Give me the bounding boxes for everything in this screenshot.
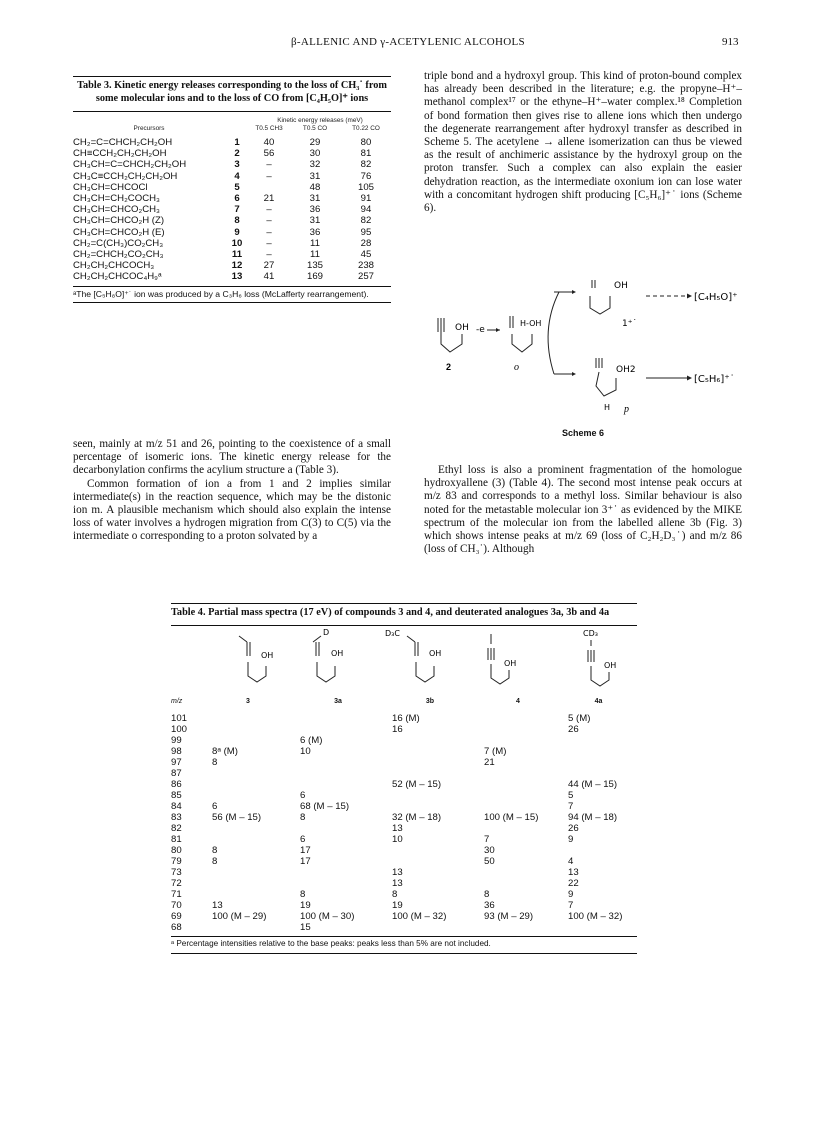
oh-label: OH xyxy=(331,648,344,658)
intensity-cell: 13 xyxy=(392,866,403,878)
intensity-cell xyxy=(204,768,292,779)
intensity-cell: 13 xyxy=(392,822,403,834)
scheme-6-title: Scheme 6 xyxy=(561,428,605,438)
compound-number: 1 xyxy=(234,137,240,148)
precursor-formula: CH₂CH₂CHCOCH₃ xyxy=(73,260,155,272)
intensity-cell xyxy=(384,856,476,867)
mz-value: 99 xyxy=(171,734,182,746)
table-3-caption: Table 3. Kinetic energy releases corresponding to the loss of CH₃˙ from some molecular ions and to the loss of CO from [C₄H₅O]⁺ ions xyxy=(77,80,387,104)
precursor-formula: CH₂=C(CH₃)CO₂CH₃ xyxy=(73,237,164,249)
compound-number: 7 xyxy=(234,204,240,216)
compound-number: 11 xyxy=(231,249,243,261)
mz-value: 87 xyxy=(171,767,182,779)
cell-t-ch3: – xyxy=(266,170,272,182)
intensity-cell xyxy=(292,779,384,790)
intensity-cell: 15 xyxy=(300,921,311,933)
intensity-cell: 100 (M – 29) xyxy=(212,910,267,922)
cell-t-co: 31 xyxy=(309,170,321,182)
precursor-formula: CH₃CH=CHCO₂H (Z) xyxy=(73,215,165,227)
page-number: 913 xyxy=(722,36,739,48)
mz-value: 73 xyxy=(171,866,182,878)
intensity-cell: 93 (M – 29) xyxy=(484,910,534,922)
intensity-cell: 8 xyxy=(300,811,306,823)
table-row xyxy=(73,137,391,148)
intensity-cell: 19 xyxy=(392,899,403,911)
table-row xyxy=(171,845,637,856)
intensity-cell xyxy=(292,867,384,878)
intensity-cell: 21 xyxy=(484,756,495,768)
product-bottom: [C₅H₆]⁺˙ xyxy=(694,374,735,385)
intensity-cell: 30 xyxy=(484,844,495,856)
intensity-cell: 9 xyxy=(568,888,574,900)
intensity-cell xyxy=(560,922,637,933)
cell-t-co-022: 28 xyxy=(360,237,372,249)
intensity-cell: 68 (M – 15) xyxy=(300,800,350,812)
intensity-cell: 6 (M) xyxy=(300,734,323,746)
intensity-cell: 8 xyxy=(300,888,306,900)
mz-value: 82 xyxy=(171,822,182,834)
table-3-caption-rule xyxy=(73,111,391,112)
mz-value: 71 xyxy=(171,888,182,900)
intensity-cell: 16 (M) xyxy=(392,712,420,724)
intensity-cell: 36 xyxy=(484,899,495,911)
intensity-cell xyxy=(384,790,476,801)
mz-value: 69 xyxy=(171,910,182,922)
table-3-col-t3: T0.22 CO xyxy=(352,125,380,132)
intensity-cell: 6 xyxy=(212,800,218,812)
intensity-cell xyxy=(204,823,292,834)
oh-label: OH xyxy=(604,660,617,670)
table-4-col-3b: 3b xyxy=(425,697,435,705)
compound-number: 9 xyxy=(234,226,240,238)
intensity-cell xyxy=(560,735,637,746)
mz-value: 86 xyxy=(171,778,182,790)
intensity-cell: 8 xyxy=(392,888,398,900)
cell-t-ch3: – xyxy=(266,204,272,216)
arrow-head xyxy=(572,372,576,376)
intensity-cell xyxy=(292,713,384,724)
cell-t-ch3: 41 xyxy=(263,271,275,283)
cell-t-co-022: 82 xyxy=(360,215,372,227)
mz-value: 85 xyxy=(171,789,182,801)
compound-number: 12 xyxy=(231,260,243,272)
compound-number: 2 xyxy=(234,148,240,160)
table-4-bottom-rule xyxy=(171,936,637,937)
cell-t-co-022: 91 xyxy=(360,193,372,205)
table-3-body xyxy=(73,117,391,283)
precursor-formula: CH₃CH=C=CHCH₂CH₂OH xyxy=(73,159,187,171)
scheme-6-diagram xyxy=(424,274,742,424)
intermediate-o-label: o xyxy=(514,362,519,373)
table-row xyxy=(171,856,637,867)
intensity-cell xyxy=(476,768,560,779)
oh-label: OH xyxy=(504,658,517,668)
paragraph: triple bond and a hydroxyl group. This kind of proton-bound complex has already been described in the literature; e.g. the propyne–H⁺–methanol complex¹⁷ or the ethyne–H⁺–water complex.¹⁸ Completion of bond formation then gives rise to allene ions which then undergo the degenerate rearrangement after hydroxyl transfer as described in Scheme 5. The acetylene → allene isomerization can thus be viewed as the result of anchimeric assistance by the hydroxyl group on the proton transfer. Such a complex can also explain the easier dehydration reaction, as the intermediate oxonium ion can lose water with a concomitant hydrogen shift producing [C₅H₆]⁺˙ ions (Scheme 6). xyxy=(424,70,742,215)
cell-t-ch3: 56 xyxy=(263,148,275,160)
ionization-arrow-label: -e xyxy=(476,325,485,335)
intensity-cell: 26 xyxy=(568,822,579,834)
paragraph: Ethyl loss is also a prominent fragmentation of the homologue hydroxyallene (3) (Table 4). The second most intense peak occurs at m/z 83 and corresponds to a methyl loss. Similar behaviour is also noted for the metastable molecular ion 3⁺˙ as evidenced by the MIKE spectrum of the molecular ion from the labelled allene 3b (Fig. 3) which shows intense peaks at m/z 69 (loss of C₂H₂D₃˙) and m/z 86 (loss of CH₃˙). Although xyxy=(424,464,742,556)
intensity-cell xyxy=(476,867,560,878)
intensity-cell: 13 xyxy=(568,866,579,878)
d3c-label: D₃C xyxy=(385,628,400,638)
cell-t-co-022: 238 xyxy=(357,260,374,272)
table-row xyxy=(171,911,637,922)
table-row xyxy=(171,757,637,768)
cell-t-co-022: 45 xyxy=(360,249,372,261)
table-row xyxy=(171,735,637,746)
intensity-cell xyxy=(384,757,476,768)
cell-t-co: 31 xyxy=(309,215,321,227)
table-row xyxy=(171,724,637,735)
cell-t-co: 169 xyxy=(306,271,323,283)
intensity-cell: 44 (M – 15) xyxy=(568,778,618,790)
compound-1-label: 1⁺˙ xyxy=(622,319,637,329)
intensity-cell: 100 (M – 30) xyxy=(300,910,355,922)
table-4-col-3: 3 xyxy=(246,697,250,705)
intensity-cell xyxy=(204,724,292,735)
d-label: D xyxy=(323,627,330,637)
arrow-head xyxy=(687,294,692,299)
table-3-footnote: ᵃThe [C₅H₈O]⁺˙ ion was produced by a C₃H₆ loss (McLafferty rearrangement). xyxy=(73,288,369,299)
precursor-formula: CH₃CH=CHCOCl xyxy=(73,181,148,193)
cell-t-ch3: 40 xyxy=(263,137,275,148)
intensity-cell: 7 (M) xyxy=(484,745,507,757)
intensity-cell: 6 xyxy=(300,833,306,845)
table-row xyxy=(73,227,391,238)
oh-label: OH xyxy=(614,281,628,291)
table-row xyxy=(73,215,391,226)
cell-t-ch3: – xyxy=(266,215,272,227)
table-row xyxy=(73,204,391,215)
cell-t-co-022: 80 xyxy=(360,137,372,148)
intensity-cell xyxy=(384,922,476,933)
precursor-formula: CH₃C≡CCH₂CH₂CH₂OH xyxy=(73,170,178,182)
intensity-cell xyxy=(204,867,292,878)
cd3-label: CD₃ xyxy=(583,628,598,638)
table-3-col-t1: T0.5 CH3 xyxy=(255,125,283,132)
table-row xyxy=(171,878,637,889)
precursor-formula: CH₂CH₂CHCOC₄H₉ᵃ xyxy=(73,271,162,283)
paragraph: Common formation of ion a from 1 and 2 implies similar intermediate(s) in the reaction sequence, which may be the distonic ion m. A plausible mechanism which should also explain the intense loss of water involves a hydrogen migration from C(3) to C(5) via the intermediate o corresponding to a proton solvated by a xyxy=(73,477,391,543)
cell-t-co: 11 xyxy=(310,249,320,261)
intensity-cell xyxy=(384,768,476,779)
h-oh-label: H-OH xyxy=(520,319,542,328)
mz-value: 81 xyxy=(171,833,182,845)
precursor-formula: CH₂=C=CHCH₂CH₂OH xyxy=(73,137,173,148)
table-row xyxy=(171,834,637,845)
precursor-formula: CH₃CH=CHCO₂CH₃ xyxy=(73,204,160,216)
table-3-bottom-rule xyxy=(73,286,391,287)
mz-value: 84 xyxy=(171,800,182,812)
intensity-cell: 5 (M) xyxy=(568,712,591,724)
intensity-cell xyxy=(476,735,560,746)
intensity-cell xyxy=(204,735,292,746)
table-4-end-rule xyxy=(171,953,637,954)
scheme-6 xyxy=(424,274,742,446)
table-4-body xyxy=(171,696,637,933)
table-row xyxy=(73,271,391,282)
mz-value: 72 xyxy=(171,877,182,889)
compound-number: 5 xyxy=(234,181,240,193)
intensity-cell xyxy=(204,713,292,724)
table-row xyxy=(171,768,637,779)
mz-value: 83 xyxy=(171,811,182,823)
cell-t-co: 36 xyxy=(309,204,321,216)
intensity-cell: 19 xyxy=(300,899,311,911)
intensity-cell xyxy=(560,845,637,856)
table-row xyxy=(73,238,391,249)
compound-number: 6 xyxy=(234,193,240,205)
intensity-cell xyxy=(292,768,384,779)
cell-t-co-022: 76 xyxy=(360,170,372,182)
table-4-col-4: 4 xyxy=(516,697,520,705)
cell-t-co: 135 xyxy=(306,260,323,272)
intensity-cell: 13 xyxy=(212,899,223,911)
compound-p-label: p xyxy=(624,404,629,415)
arrow-head xyxy=(687,376,692,381)
precursor-formula: CH₃CH=CHCO₂H (E) xyxy=(73,226,165,238)
table-row xyxy=(171,801,637,812)
compound-1-structure xyxy=(590,280,610,314)
compound-number: 8 xyxy=(234,215,240,227)
h-label: H xyxy=(604,403,611,412)
table-row xyxy=(73,159,391,170)
cell-t-ch3: – xyxy=(266,226,272,238)
running-title: β-ALLENIC AND γ-ACETYLENIC ALCOHOLS xyxy=(291,36,525,48)
table-row xyxy=(171,812,637,823)
compound-p-structure xyxy=(596,358,616,396)
intensity-cell: 22 xyxy=(568,877,579,889)
oh-label: OH xyxy=(455,323,469,333)
cell-t-co: 30 xyxy=(309,148,321,160)
table-row xyxy=(73,171,391,182)
table-row xyxy=(73,182,391,193)
intensity-cell xyxy=(476,922,560,933)
arrow-head xyxy=(572,290,576,294)
right-column-text-bottom xyxy=(424,464,742,556)
intensity-cell: 7 xyxy=(484,833,490,845)
intensity-cell xyxy=(476,878,560,889)
cell-t-co: 11 xyxy=(310,237,320,249)
table-4-col-3a: 3a xyxy=(334,697,342,705)
intensity-cell xyxy=(476,823,560,834)
intensity-cell xyxy=(292,878,384,889)
intensity-cell: 4 xyxy=(568,855,574,867)
cell-t-co: 36 xyxy=(309,226,321,238)
intensity-cell: 8ᵃ (M) xyxy=(212,745,238,757)
oh-label: OH xyxy=(429,648,442,658)
table-4-top-rule xyxy=(171,603,637,604)
structure-3b xyxy=(407,636,434,682)
table-row xyxy=(171,900,637,911)
oh2-label: OH2 xyxy=(616,365,636,375)
mz-value: 79 xyxy=(171,855,182,867)
table-3-col-precursors: Precursors xyxy=(133,125,165,132)
table-row xyxy=(73,249,391,260)
cell-t-co-022: 81 xyxy=(360,148,372,160)
table-row xyxy=(171,746,637,757)
intensity-cell xyxy=(476,790,560,801)
intensity-cell xyxy=(384,845,476,856)
product-top: [C₄H₅O]⁺ xyxy=(694,292,738,303)
cell-t-co: 32 xyxy=(309,159,321,171)
table-row xyxy=(171,922,637,933)
compound-number: 13 xyxy=(231,271,243,283)
cell-t-co-022: 94 xyxy=(360,204,372,216)
intensity-cell: 8 xyxy=(212,756,218,768)
intensity-cell xyxy=(204,790,292,801)
compound-number: 3 xyxy=(234,159,240,171)
table-row xyxy=(171,779,637,790)
intensity-cell: 5 xyxy=(568,789,574,801)
left-column-text xyxy=(73,438,391,544)
intensity-cell: 56 (M – 15) xyxy=(212,811,262,823)
cell-t-ch3: 27 xyxy=(263,260,275,272)
intensity-cell: 13 xyxy=(392,877,403,889)
table-row xyxy=(73,148,391,159)
table-4-footnote: ᵃ Percentage intensities relative to the base peaks: peaks less than 5% are not included. xyxy=(171,938,491,948)
mz-value: 68 xyxy=(171,921,182,933)
table-3-group-header: Kinetic energy releases (meV) xyxy=(277,117,363,124)
intensity-cell xyxy=(204,922,292,933)
intensity-cell xyxy=(204,878,292,889)
oh-label: OH xyxy=(261,650,274,660)
intensity-cell xyxy=(292,724,384,735)
right-column-text-top xyxy=(424,70,742,215)
table-row xyxy=(171,867,637,878)
intensity-cell xyxy=(476,801,560,812)
mz-value: 97 xyxy=(171,756,182,768)
mz-value: 80 xyxy=(171,844,182,856)
intensity-cell: 9 xyxy=(568,833,574,845)
cell-t-co-022: 257 xyxy=(357,271,374,283)
cell-t-co: 31 xyxy=(309,193,321,205)
table-row xyxy=(171,823,637,834)
compound-number: 10 xyxy=(231,237,243,249)
table-3 xyxy=(73,76,391,303)
intensity-cell xyxy=(204,834,292,845)
paragraph: seen, mainly at m/z 51 and 26, pointing to the coexistence of a small percentage of isomeric ions. The kinetic energy release for the decarbonylation confirms the acylium structure a (Table 3). xyxy=(73,438,391,477)
precursor-formula: CH≡CCH₂CH₂CH₂OH xyxy=(73,148,167,160)
intensity-cell xyxy=(204,889,292,900)
intensity-cell: 94 (M – 18) xyxy=(568,811,618,823)
table-4-structures xyxy=(171,626,637,692)
cell-t-ch3: – xyxy=(266,159,272,171)
intensity-cell: 32 (M – 18) xyxy=(392,811,442,823)
table-4-col-mz: m/z xyxy=(171,697,183,705)
table-row xyxy=(73,260,391,271)
structure-3a xyxy=(313,636,335,682)
intensity-cell: 10 xyxy=(392,833,403,845)
intensity-cell: 52 (M – 15) xyxy=(392,778,442,790)
structures-row xyxy=(171,626,637,692)
intensity-cell xyxy=(384,746,476,757)
branch-bracket xyxy=(548,292,559,374)
intensity-cell xyxy=(204,779,292,790)
table-row xyxy=(171,713,637,724)
precursor-formula: CH₃CH=CH₂COCH₃ xyxy=(73,193,160,205)
table-3-top-rule xyxy=(73,76,391,77)
cell-t-ch3: – xyxy=(266,237,272,249)
intensity-cell: 100 (M – 32) xyxy=(568,910,623,922)
intensity-cell xyxy=(476,724,560,735)
intensity-cell xyxy=(560,768,637,779)
intensity-cell: 16 xyxy=(392,723,403,735)
intensity-cell xyxy=(476,713,560,724)
mz-value: 100 xyxy=(171,723,188,735)
intensity-cell: 26 xyxy=(568,723,579,735)
mz-value: 101 xyxy=(171,712,188,724)
table-3-end-rule xyxy=(73,302,391,303)
precursor-formula: CH₂=CHCH₂CO₂CH₃ xyxy=(73,249,164,261)
intensity-cell xyxy=(560,757,637,768)
table-row xyxy=(171,889,637,900)
table-3-col-t2: T0.5 CO xyxy=(302,125,328,132)
intensity-cell xyxy=(476,779,560,790)
intensity-cell xyxy=(384,801,476,812)
cell-t-co-022: 82 xyxy=(360,159,372,171)
intensity-cell: 7 xyxy=(568,800,574,812)
intensity-cell: 17 xyxy=(300,844,311,856)
mz-value: 98 xyxy=(171,745,182,757)
intensity-cell: 10 xyxy=(300,745,311,757)
intensity-cell: 50 xyxy=(484,855,495,867)
intensity-cell: 17 xyxy=(300,855,311,867)
arrow-head xyxy=(496,328,500,332)
compound-2-label: 2 xyxy=(446,362,452,372)
intensity-cell xyxy=(560,746,637,757)
intensity-cell: 6 xyxy=(300,789,306,801)
intensity-cell: 8 xyxy=(212,855,218,867)
intensity-cell xyxy=(384,735,476,746)
intensity-cell: 8 xyxy=(212,844,218,856)
cell-t-co: 48 xyxy=(309,181,321,193)
cell-t-co-022: 105 xyxy=(357,181,374,193)
cell-t-ch3 xyxy=(249,182,289,193)
cell-t-ch3: 21 xyxy=(263,193,275,205)
intensity-cell: 100 (M – 15) xyxy=(484,811,539,823)
cell-t-ch3: – xyxy=(266,249,272,261)
table-row xyxy=(73,193,391,204)
intensity-cell: 7 xyxy=(568,899,574,911)
table-row xyxy=(171,790,637,801)
table-4-caption: Table 4. Partial mass spectra (17 eV) of compounds 3 and 4, and deuterated analogues 3a, 3b and 4a xyxy=(171,607,610,618)
cell-t-co: 29 xyxy=(309,137,321,148)
intensity-cell: 8 xyxy=(484,888,490,900)
intensity-cell xyxy=(292,757,384,768)
table-4 xyxy=(171,603,637,954)
intensity-cell: 100 (M – 32) xyxy=(392,910,447,922)
compound-number: 4 xyxy=(234,170,240,182)
cell-t-co-022: 95 xyxy=(360,226,372,238)
table-4-col-4a: 4a xyxy=(594,697,603,705)
mz-value: 70 xyxy=(171,899,182,911)
intensity-cell xyxy=(292,823,384,834)
